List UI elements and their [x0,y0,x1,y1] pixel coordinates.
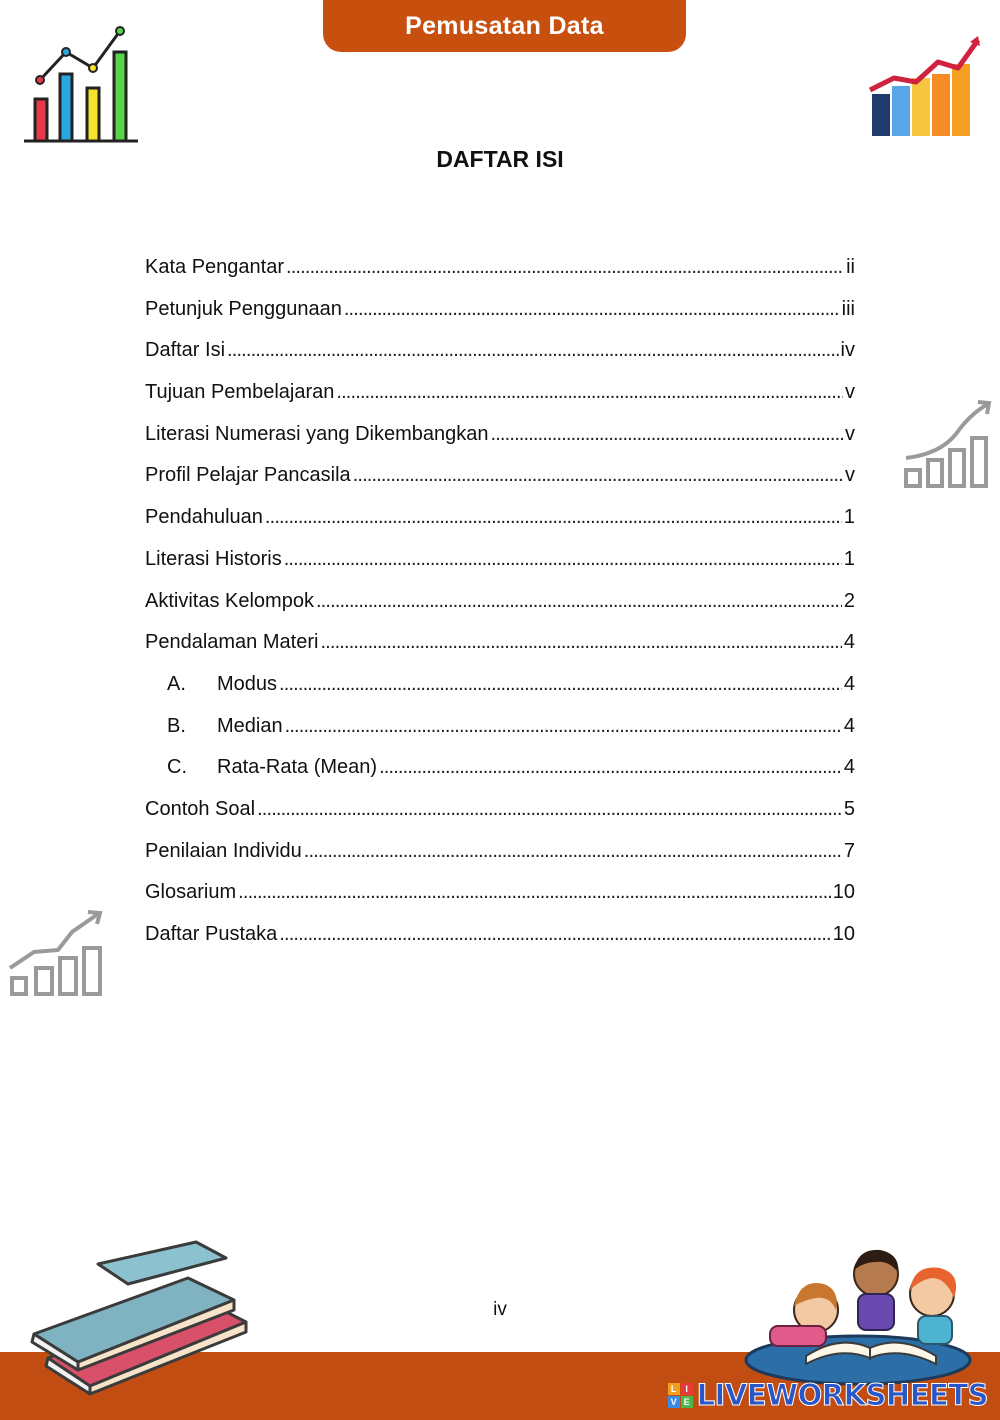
liveworksheets-watermark [668,1378,988,1412]
toc-entry-page: iii [841,297,855,320]
toc-entry-page: 4 [843,756,855,779]
toc-entry-label: Kata Pengantar [145,256,284,278]
toc-entry[interactable] [145,381,855,423]
toc-entry-page: 2 [843,589,855,612]
dot-leader [285,715,842,738]
toc-entry[interactable] [145,506,855,548]
toc-entry-page: 4 [843,714,855,737]
dot-leader [286,256,844,279]
bar-line-chart-icon [20,24,142,146]
dot-leader [316,590,842,613]
dot-leader [227,339,839,362]
toc-entry-label: Daftar Isi [145,339,226,362]
rising-bar-chart-icon [866,34,982,138]
toc-entry-page: ii [846,256,855,278]
toc-entry[interactable] [145,881,855,923]
toc-entry-page: 10 [832,881,855,904]
header-title: Pemusatan Data [405,11,604,40]
toc-entry-label: Pendahuluan [145,506,263,529]
toc-entry-page: 4 [843,672,855,695]
dot-leader [320,631,841,654]
header-banner [323,0,686,52]
toc-entry-label: Rata-Rata (Mean) [217,756,378,779]
book-stack-icon [28,1238,256,1398]
toc-entry-page: 7 [843,839,855,862]
toc-entry[interactable] [145,840,855,882]
watermark-text: LIVEWORKSHEETS [696,1378,988,1412]
toc-entry-label: Penilaian Individu [145,839,302,862]
growth-chart-outline-icon [4,906,106,1000]
toc-entry-page: iv [840,339,855,362]
toc-entry[interactable] [145,464,855,506]
toc-entry-label: Tujuan Pembelajaran [145,381,335,404]
toc-entry[interactable] [145,631,855,673]
toc-entry-label: Contoh Soal [145,797,256,820]
toc-entry-label: Glosarium [145,881,237,904]
toc-subentry-letter: B. [167,714,186,737]
toc-entry[interactable] [145,798,855,840]
toc-entry-label: Pendalaman Materi [145,631,319,654]
toc-subentry-letter: C. [167,756,187,779]
toc-subentry[interactable] [145,673,855,715]
dot-leader [336,381,843,404]
dot-leader [284,548,842,571]
toc-entry[interactable] [145,256,855,298]
growth-chart-outline-icon [900,398,996,492]
toc-entry-page: v [845,422,855,445]
toc-entry-page: v [845,464,855,487]
toc-entry[interactable] [145,423,855,465]
toc-entry-label: Profil Pelajar Pancasila [145,464,351,487]
toc-entry-page: 10 [832,923,855,945]
dot-leader [353,464,843,487]
dot-leader [379,756,842,779]
toc-entry-label: Petunjuk Penggunaan [145,297,342,320]
toc-entry-label: Aktivitas Kelompok [145,589,314,612]
toc-subentry[interactable] [145,756,855,798]
children-reading-icon [740,1238,975,1388]
toc-entry-page: 1 [843,506,855,529]
toc-entry[interactable] [145,339,855,381]
toc-entry-label: Literasi Numerasi yang Dikembangkan [145,422,489,445]
toc-entry-page: 1 [843,547,855,570]
logo-letter: I [681,1383,693,1395]
toc-entry-label: Literasi Historis [145,547,282,570]
page-number: iv [493,1299,507,1320]
toc-entry-label: Median [217,714,283,737]
dot-leader [257,798,842,821]
dot-leader [265,506,842,529]
dot-leader [304,840,842,863]
toc-entry[interactable] [145,548,855,590]
toc-subentry-letter: A. [167,672,186,695]
toc-entry[interactable] [145,590,855,632]
toc-entry-page: 5 [843,797,855,820]
dot-leader [238,881,831,904]
logo-letter: V [668,1396,680,1408]
logo-letter: L [668,1383,680,1395]
toc-entry-label: Daftar Pustaka [145,923,278,945]
toc-entry-label: Modus [217,672,278,695]
table-of-contents [145,256,855,965]
toc-subentry[interactable] [145,715,855,757]
dot-leader [279,673,842,696]
logo-letter: E [681,1396,693,1408]
toc-entry[interactable] [145,923,855,965]
liveworksheets-logo-icon [668,1383,693,1408]
toc-title: DAFTAR ISI [436,146,564,172]
toc-entry[interactable] [145,298,855,340]
dot-leader [491,423,844,446]
dot-leader [279,923,830,946]
toc-entry-page: v [845,381,855,404]
toc-entry-page: 4 [843,631,855,654]
dot-leader [344,298,840,321]
